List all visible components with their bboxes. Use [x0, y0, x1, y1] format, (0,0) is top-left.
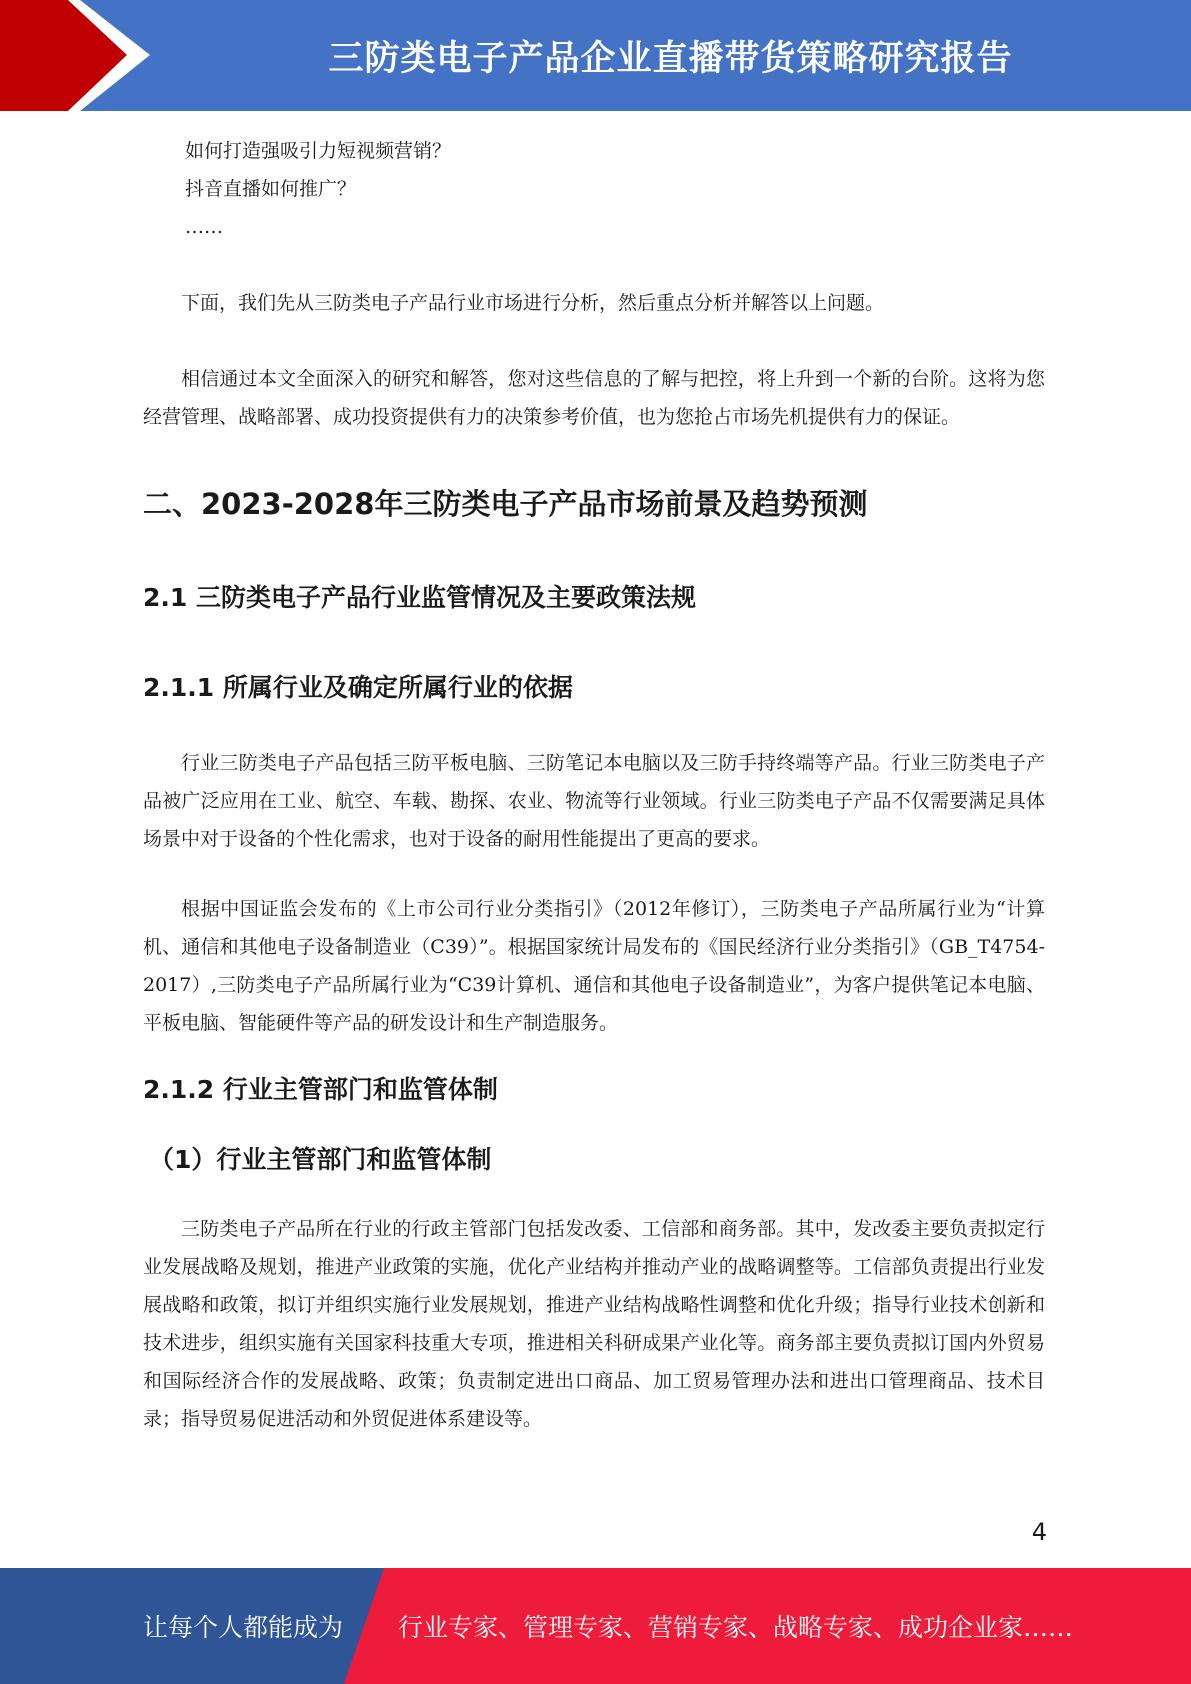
page-header	[0, 0, 1191, 111]
section-2-heading: 二、2023-2028年三防类电子产品市场前景及趋势预测	[143, 487, 868, 521]
footer-slogan-right: 行业专家、管理专家、营销专家、战略专家、成功企业家……	[398, 1613, 1074, 1642]
intro-ellipsis: ……	[185, 216, 223, 238]
paragraph-classification: 根据中国证监会发布的《上市公司行业分类指引》（2012年修订），三防类电子产品所属行业为“计算机、通信和其他电子设备制造业（C39）”。根据国家统计局发布的《国民经济行业分类指引》（GB_T4754-2017）,三防类电子产品所属行业为“C39计算机、通信和其他电子设备制造业”，为客户提供笔记本电脑、平板电脑、智能硬件等产品的研发设计和生产制造服务。	[143, 898, 1045, 1034]
paragraph-industry-products: 行业三防类电子产品包括三防平板电脑、三防笔记本电脑以及三防手持终端等产品。行业三防类电子产品被广泛应用在工业、航空、车载、勘探、农业、物流等行业领域。行业三防类电子产品不仅需要满足具体场景中对于设备的个性化需求，也对于设备的耐用性能提出了更高的要求。	[143, 752, 1045, 850]
intro-question-2: 抖音直播如何推广？	[185, 178, 357, 200]
document-body	[143, 132, 1045, 1438]
section-2-1-2-heading: 2.1.2 行业主管部门和监管体制	[143, 1075, 498, 1104]
section-2-1-heading: 2.1 三防类电子产品行业监管情况及主要政策法规	[143, 583, 696, 612]
paragraph-regulators: 三防类电子产品所在行业的行政主管部门包括发改委、工信部和商务部。其中，发改委主要负责拟定行业发展战略及规划，推进产业政策的实施，优化产业结构并推动产业的战略调整等。工信部负责提出行业发展战略和政策，拟订并组织实施行业发展规划，推进产业结构战略性调整和优化升级；指导行业技术创新和技术进步，组织实施有关国家科技重大专项，推进相关科研成果产业化等。商务部主要负责拟订国内外贸易和国际经济合作的发展战略、政策；负责制定进出口商品、加工贸易管理办法和进出口管理商品、技术目录；指导贸易促进活动和外贸促进体系建设等。	[143, 1218, 1045, 1430]
paragraph-below: 下面，我们先从三防类电子产品行业市场进行分析，然后重点分析并解答以上问题。	[181, 292, 885, 314]
paragraph-believe: 相信通过本文全面深入的研究和解答，您对这些信息的了解与把控，将上升到一个新的台阶。这将为您经营管理、战略部署、成功投资提供有力的决策参考价值，也为您抢占市场先机提供有力的保证。	[143, 368, 1045, 428]
subsection-1-heading: （1）行业主管部门和监管体制	[149, 1145, 492, 1174]
header-title: 三防类电子产品企业直播带货策略研究报告	[328, 38, 1013, 79]
header-chevron-decoration	[0, 0, 160, 111]
page-number: 4	[1031, 1518, 1047, 1546]
footer-slogan-left: 让每个人都能成为	[143, 1613, 344, 1642]
section-2-1-1-heading: 2.1.1 所属行业及确定所属行业的依据	[143, 673, 573, 702]
page-footer	[0, 1568, 1191, 1684]
intro-question-1: 如何打造强吸引力短视频营销？	[185, 140, 452, 162]
